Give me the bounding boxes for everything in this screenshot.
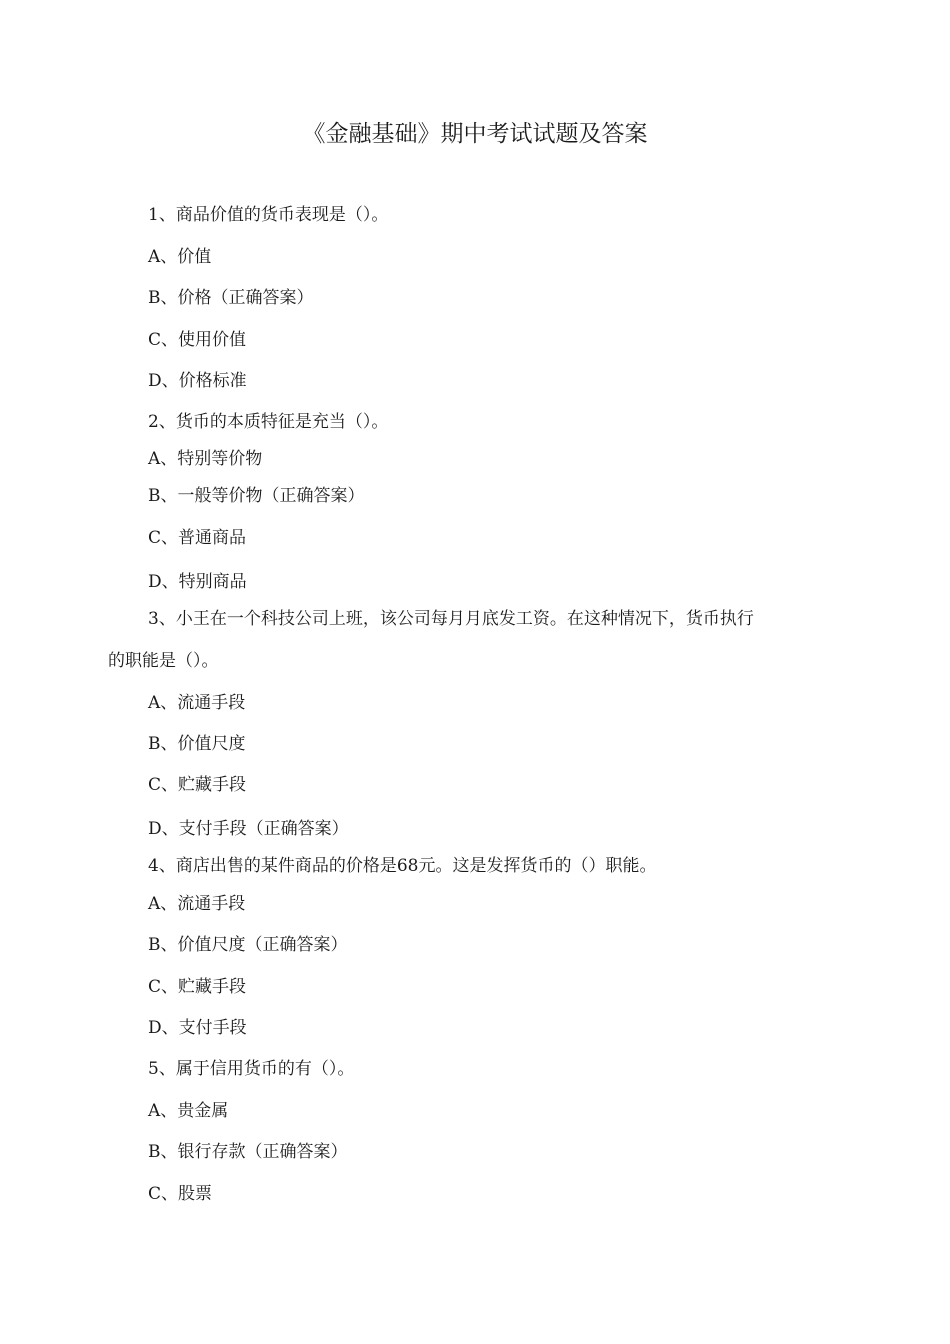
question-5-option-b: B、银行存款（正确答案） <box>148 1142 348 1162</box>
question-3-option-b: B、价值尺度 <box>148 734 246 754</box>
question-4-option-b: B、价值尺度（正确答案） <box>148 935 348 955</box>
question-3-option-d: D、支付手段（正确答案） <box>148 819 349 839</box>
question-4-stem: 4、商店出售的某件商品的价格是68元。这是发挥货币的（）职能。 <box>148 856 657 876</box>
question-4-option-d: D、支付手段 <box>148 1018 247 1038</box>
question-2-stem: 2、货币的本质特征是充当（）。 <box>148 412 389 432</box>
question-5-option-a: A、贵金属 <box>148 1101 229 1121</box>
question-5-stem: 5、属于信用货币的有（）。 <box>148 1059 355 1079</box>
question-1-option-c: C、使用价值 <box>148 330 247 350</box>
question-2-option-c: C、普通商品 <box>148 528 247 548</box>
question-1-stem: 1、商品价值的货币表现是（）。 <box>148 205 389 225</box>
question-4-option-a: A、流通手段 <box>148 894 246 914</box>
question-2-option-a: A、特别等价物 <box>148 449 263 469</box>
question-2-option-b: B、一般等价物（正确答案） <box>148 486 365 506</box>
document-title: 《金融基础》期中考试试题及答案 <box>302 121 648 147</box>
question-1-option-b: B、价格（正确答案） <box>148 288 314 308</box>
question-3-stem: 3、小王在一个科技公司上班，该公司每月月底发工资。在这种情况下，货币执行 <box>148 609 754 629</box>
question-2-option-d: D、特别商品 <box>148 572 247 592</box>
question-1-option-d: D、价格标准 <box>148 371 247 391</box>
question-1-option-a: A、价值 <box>148 247 212 267</box>
question-3-option-a: A、流通手段 <box>148 693 246 713</box>
question-3-option-c: C、贮藏手段 <box>148 775 247 795</box>
question-3-stem-continued: 的职能是（）。 <box>108 651 219 671</box>
question-4-option-c: C、贮藏手段 <box>148 977 247 997</box>
question-5-option-c: C、股票 <box>148 1184 213 1204</box>
